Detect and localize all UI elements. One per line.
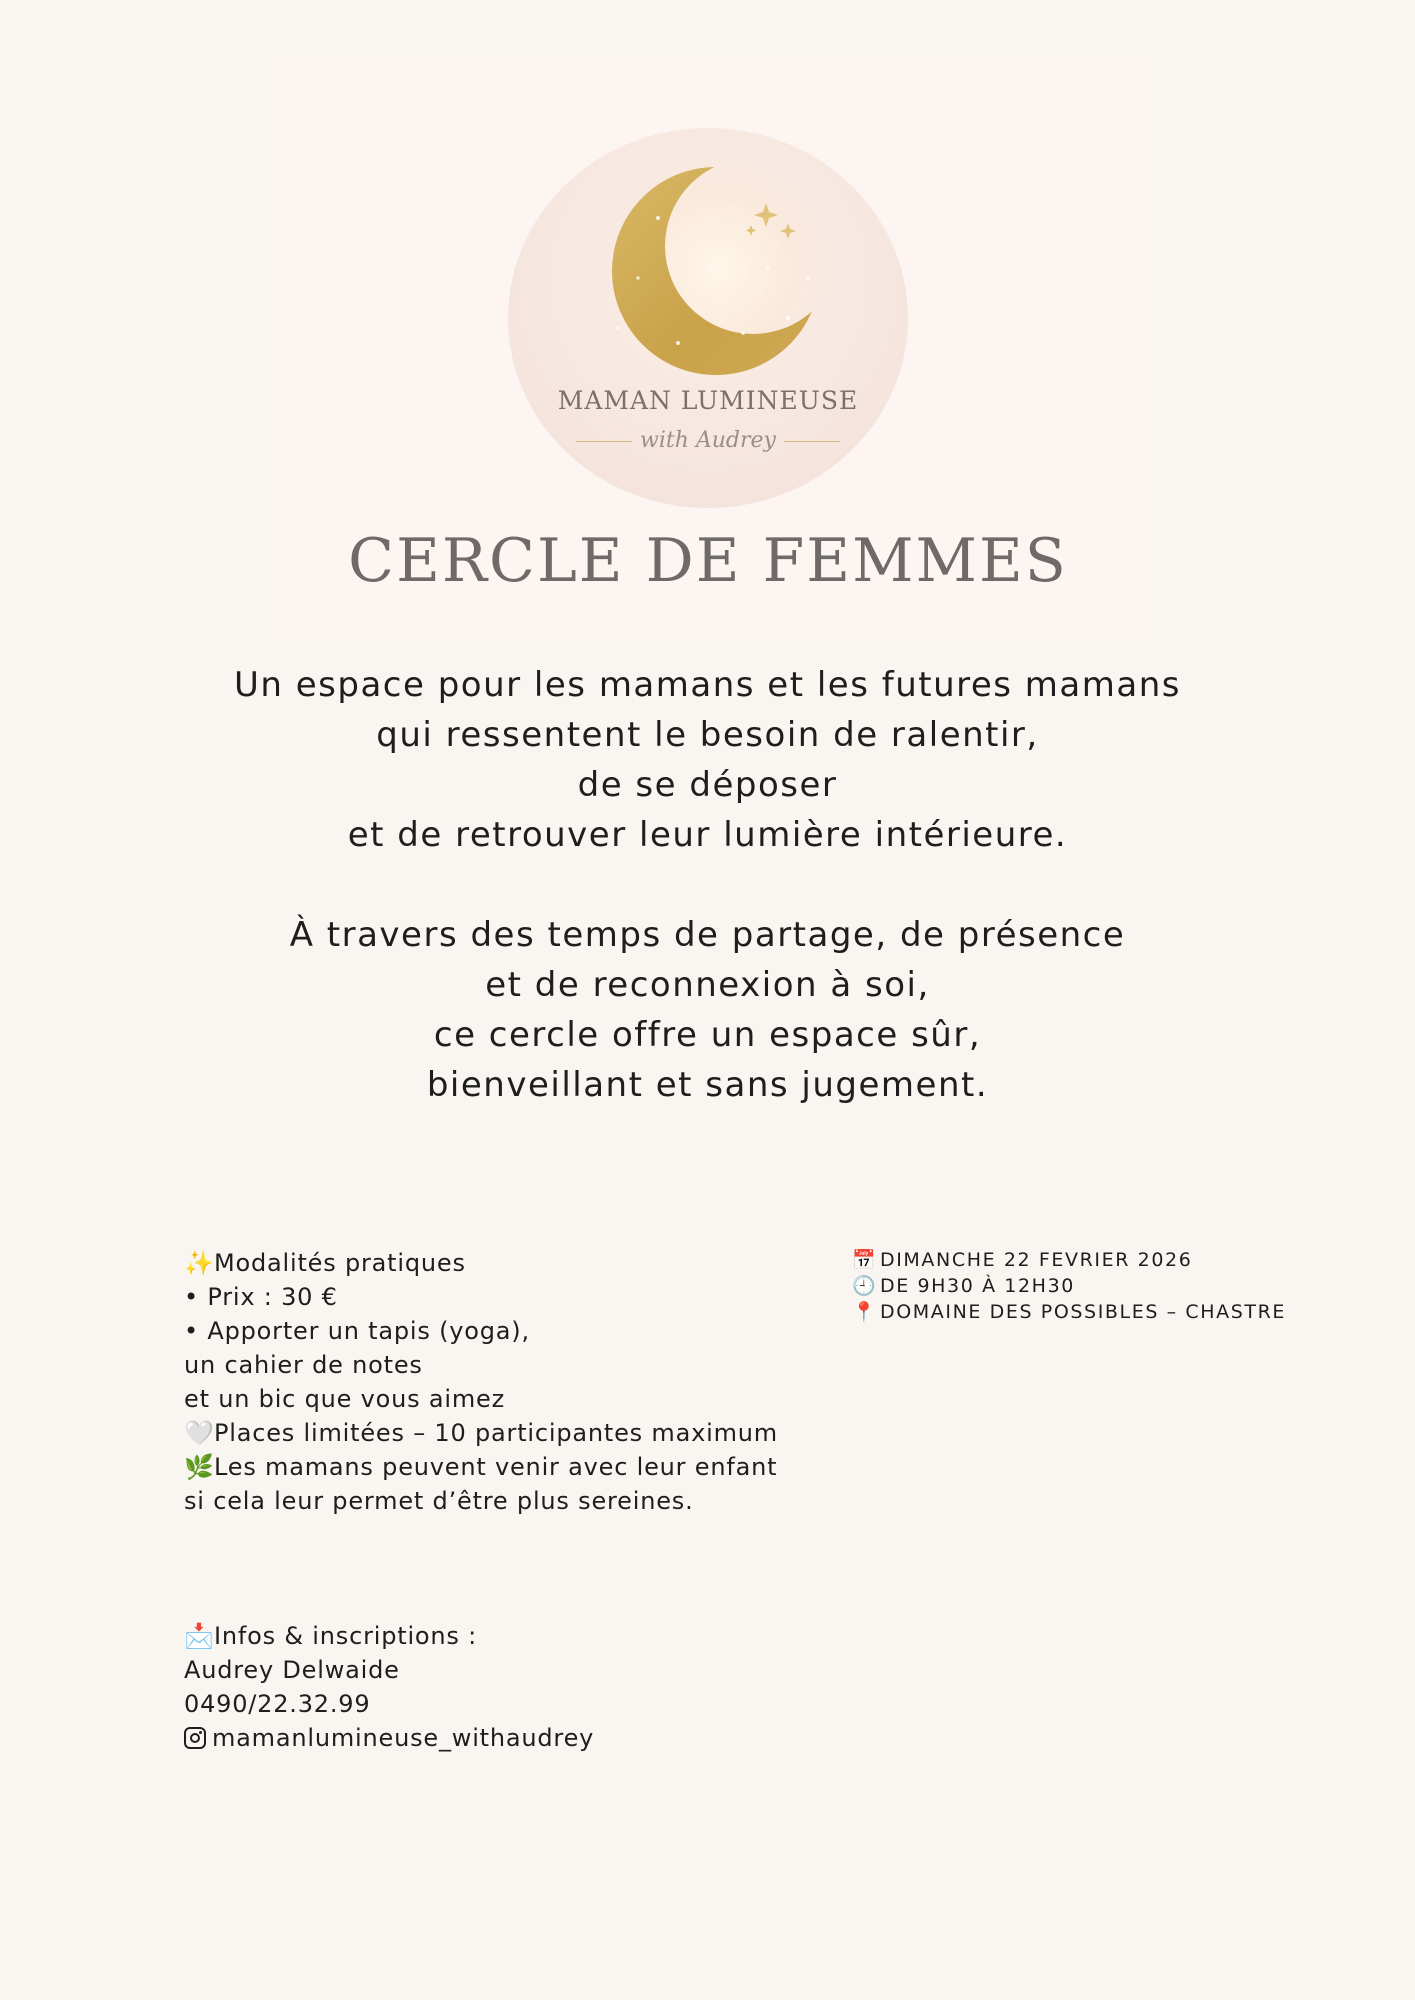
contact-instagram[interactable] [184, 1721, 884, 1755]
modalites-section [184, 1246, 884, 1518]
brand-subtitle [508, 428, 908, 453]
contact-heading [184, 1619, 884, 1653]
modalites-heading [184, 1246, 884, 1280]
modalites-heading-text: Modalités pratiques [214, 1249, 466, 1277]
intro-text [150, 660, 1265, 1110]
event-place [852, 1299, 1372, 1325]
event-time-text: DE 9H30 À 12H30 [880, 1275, 1075, 1297]
event-details [852, 1247, 1372, 1325]
modalites-line: • Apporter un tapis (yoga), [184, 1317, 530, 1345]
places-text: Places limitées – 10 participantes maximum [214, 1419, 778, 1447]
intro-line: de se déposer [577, 765, 838, 805]
intro-line: Un espace pour les mamans et les futures mamans [234, 665, 1181, 705]
herb-icon: 🌿 [184, 1453, 215, 1481]
intro-line: et de reconnexion à soi, [485, 965, 930, 1005]
clock-icon: 🕘 [852, 1275, 878, 1297]
hero-banner [270, 56, 1146, 640]
calendar-icon: 📅 [852, 1249, 878, 1271]
sparkles-icon: ✨ [184, 1249, 215, 1277]
page-title: CERCLE DE FEMMES [348, 526, 1068, 596]
enfant-line [184, 1450, 884, 1484]
places-line [184, 1416, 884, 1450]
event-date [852, 1247, 1372, 1273]
enfant-text: Les mamans peuvent venir avec leur enfant [214, 1453, 778, 1481]
instagram-handle[interactable]: mamanlumineuse_withaudrey [212, 1724, 595, 1752]
modalites-line: • Prix : 30 € [184, 1283, 338, 1311]
modalites-line: un cahier de notes [184, 1351, 423, 1379]
contact-phone[interactable]: 0490/22.32.99 [184, 1690, 371, 1718]
intro-line: ce cercle offre un espace sûr, [433, 1015, 982, 1055]
divider [576, 441, 632, 442]
white-heart-icon: 🤍 [184, 1419, 215, 1447]
contact-section [184, 1619, 884, 1755]
modalites-line: et un bic que vous aimez [184, 1385, 505, 1413]
brand-name: MAMAN LUMINEUSE [557, 386, 859, 415]
pin-icon: 📍 [852, 1301, 878, 1323]
event-place-text: DOMAINE DES POSSIBLES – CHASTRE [880, 1301, 1286, 1323]
intro-line: bienveillant et sans jugement. [426, 1065, 989, 1105]
instagram-icon [184, 1727, 206, 1749]
intro-line: et de retrouver leur lumière intérieure. [347, 815, 1068, 855]
brand-subtitle-text: with Audrey [640, 428, 776, 453]
intro-line: qui ressentent le besoin de ralentir, [376, 715, 1039, 755]
contact-name: Audrey Delwaide [184, 1656, 400, 1684]
intro-line: À travers des temps de partage, de présence [289, 915, 1126, 955]
divider [784, 441, 840, 442]
envelope-icon: 📩 [184, 1622, 215, 1650]
brand-logo [508, 128, 908, 508]
enfant-line-2: si cela leur permet d’être plus sereines. [184, 1487, 694, 1515]
event-date-text: DIMANCHE 22 FEVRIER 2026 [880, 1249, 1193, 1271]
contact-heading-text: Infos & inscriptions : [214, 1622, 478, 1650]
event-time [852, 1273, 1372, 1299]
